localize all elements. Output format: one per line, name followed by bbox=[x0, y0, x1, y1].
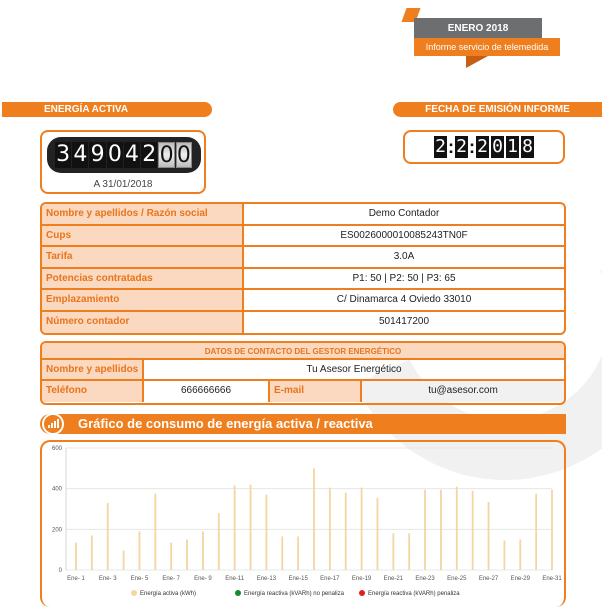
x-tick-label: Ene-19 bbox=[351, 576, 372, 582]
legend-swatch bbox=[359, 590, 365, 596]
bar-Ene-16 bbox=[313, 468, 315, 570]
contact-email-label: E-mail bbox=[270, 381, 362, 402]
meter-digit-decimal: 0 bbox=[159, 143, 174, 168]
bar-Ene-24 bbox=[440, 490, 442, 570]
bar-Ene-21 bbox=[392, 533, 394, 570]
bar-Ene- 9 bbox=[202, 531, 204, 570]
banner-subtitle: Informe servicio de telemedida bbox=[414, 38, 560, 56]
bar-Ene- 4 bbox=[123, 551, 125, 570]
info-row bbox=[42, 204, 564, 226]
info-row bbox=[42, 290, 564, 312]
banner-fold bbox=[466, 56, 488, 68]
bar-Ene- 6 bbox=[154, 494, 156, 570]
bar-Ene- 1 bbox=[75, 543, 77, 570]
issue-date-display bbox=[403, 130, 565, 164]
chart-canvas bbox=[42, 442, 564, 607]
info-label: Potencias contratadas bbox=[42, 269, 244, 289]
date-separator: : bbox=[469, 136, 475, 157]
x-tick-label: Ene-15 bbox=[288, 576, 308, 582]
contact-email-value: tu@asesor.com bbox=[362, 381, 564, 402]
bar-Ene-11 bbox=[234, 486, 236, 570]
issue-year-digit: 1 bbox=[507, 136, 518, 157]
info-row bbox=[42, 247, 564, 269]
bar-Ene-31 bbox=[551, 490, 553, 570]
x-tick-label: Ene-21 bbox=[383, 576, 404, 582]
issue-date-section-header: FECHA DE EMISIÓN INFORME bbox=[393, 102, 602, 117]
legend-swatch bbox=[131, 590, 137, 596]
info-row bbox=[42, 226, 564, 248]
x-tick-label: Ene-11 bbox=[225, 576, 245, 582]
y-tick-label: 200 bbox=[51, 527, 62, 534]
x-tick-label: Ene-31 bbox=[542, 576, 562, 582]
info-row bbox=[42, 269, 564, 291]
legend-swatch bbox=[235, 590, 241, 596]
meter-reading-box bbox=[40, 130, 206, 194]
contact-name-value: Tu Asesor Energético bbox=[306, 364, 402, 375]
contact-name-label: Nombre y apellidos bbox=[42, 360, 144, 379]
meter-digit: 2 bbox=[142, 142, 157, 167]
info-value: C/ Dinamarca 4 Oviedo 33010 bbox=[336, 294, 472, 305]
bar-Ene-25 bbox=[456, 487, 458, 570]
bar-Ene-17 bbox=[329, 488, 331, 570]
info-label: Emplazamiento bbox=[42, 290, 244, 310]
x-tick-label: Ene- 7 bbox=[162, 576, 181, 582]
y-tick-label: 600 bbox=[51, 446, 62, 452]
issue-year-digit: 8 bbox=[522, 136, 533, 157]
info-value: P1: 50 | P2: 50 | P3: 65 bbox=[352, 272, 456, 284]
bar-Ene-22 bbox=[408, 533, 410, 570]
contact-table bbox=[40, 341, 566, 405]
info-label: Nombre y apellidos / Razón social bbox=[42, 204, 244, 224]
info-row bbox=[42, 312, 564, 334]
bar-Ene-19 bbox=[361, 488, 363, 570]
x-tick-label: Ene-17 bbox=[320, 576, 340, 582]
meter-digit: 3 bbox=[56, 142, 71, 167]
bar-Ene-15 bbox=[297, 536, 299, 570]
issue-year-digit: 0 bbox=[492, 136, 503, 157]
x-tick-label: Ene-13 bbox=[256, 576, 277, 582]
info-value: 3.0A bbox=[393, 251, 415, 262]
bar-Ene-23 bbox=[424, 490, 426, 570]
y-tick-label: 400 bbox=[51, 486, 62, 493]
consumption-chart bbox=[40, 440, 566, 607]
info-label: Número contador bbox=[42, 312, 244, 334]
x-tick-label: Ene-23 bbox=[415, 576, 435, 582]
bar-chart-icon bbox=[42, 413, 64, 435]
bar-Ene- 5 bbox=[139, 531, 141, 570]
chart-title: Gráfico de consumo de energía activa / reactiva bbox=[40, 414, 566, 434]
x-tick-label: Ene- 3 bbox=[98, 576, 117, 582]
bar-Ene-29 bbox=[519, 540, 521, 571]
bar-Ene- 3 bbox=[107, 503, 109, 570]
y-tick-label: 0 bbox=[58, 568, 62, 574]
bar-Ene-28 bbox=[504, 541, 506, 570]
info-label: Tarifa bbox=[42, 247, 244, 267]
info-value: Demo Contador bbox=[368, 208, 440, 219]
meter-reading-date: A 31/01/2018 bbox=[93, 179, 153, 190]
bar-Ene-12 bbox=[250, 485, 252, 570]
info-value: ES0026000010085243TN0F bbox=[340, 229, 468, 241]
bar-Ene-27 bbox=[488, 502, 490, 570]
bar-Ene-26 bbox=[472, 491, 474, 570]
x-tick-label: Ene-27 bbox=[478, 576, 499, 582]
meter-digit: 4 bbox=[73, 142, 88, 167]
bar-Ene-10 bbox=[218, 513, 220, 570]
issue-year-digit: 2 bbox=[477, 136, 488, 157]
meter-display bbox=[47, 137, 201, 173]
bar-Ene-13 bbox=[266, 495, 268, 570]
bar-Ene-30 bbox=[535, 494, 537, 570]
meter-digit: 9 bbox=[90, 142, 105, 167]
issue-day: 2 bbox=[435, 136, 446, 157]
bar-Ene-14 bbox=[281, 536, 283, 570]
legend-label: Energía reactiva (kVARh) no penaliza bbox=[244, 591, 344, 597]
date-separator: : bbox=[448, 136, 454, 157]
x-tick-label: Ene- 5 bbox=[130, 576, 149, 582]
bar-Ene- 7 bbox=[170, 543, 172, 570]
bar-Ene-18 bbox=[345, 493, 347, 570]
info-label: Cups bbox=[42, 226, 244, 246]
energy-section-header: ENERGÍA ACTIVA bbox=[2, 102, 212, 117]
legend-label: Energía activa (kWh) bbox=[140, 591, 197, 597]
x-tick-label: Ene- 9 bbox=[194, 576, 212, 582]
bar-Ene- 2 bbox=[91, 535, 93, 570]
x-tick-label: Ene-29 bbox=[510, 576, 530, 582]
bar-Ene-20 bbox=[377, 498, 379, 570]
bar-Ene- 8 bbox=[186, 540, 188, 571]
issue-month: 2 bbox=[456, 136, 467, 157]
contact-phone-value: 666666666 bbox=[144, 381, 270, 402]
supply-info-table bbox=[40, 202, 566, 335]
contact-title: DATOS DE CONTACTO DEL GESTOR ENERGÉTICO bbox=[42, 343, 564, 360]
contact-row-phone-email bbox=[42, 381, 564, 402]
x-tick-label: Ene-25 bbox=[447, 576, 467, 582]
meter-digit: 0 bbox=[107, 142, 122, 167]
info-value: 501417200 bbox=[378, 315, 430, 327]
legend-label: Energía reactiva (kVARh) penaliza bbox=[368, 591, 460, 597]
contact-phone-label: Teléfono bbox=[42, 381, 144, 402]
banner-period: ENERO 2018 bbox=[414, 18, 542, 40]
meter-digit-decimal: 0 bbox=[176, 143, 191, 168]
meter-digit: 4 bbox=[125, 142, 140, 167]
x-tick-label: Ene- 1 bbox=[67, 576, 85, 582]
contact-row-name bbox=[42, 360, 564, 381]
report-banner bbox=[404, 8, 560, 68]
